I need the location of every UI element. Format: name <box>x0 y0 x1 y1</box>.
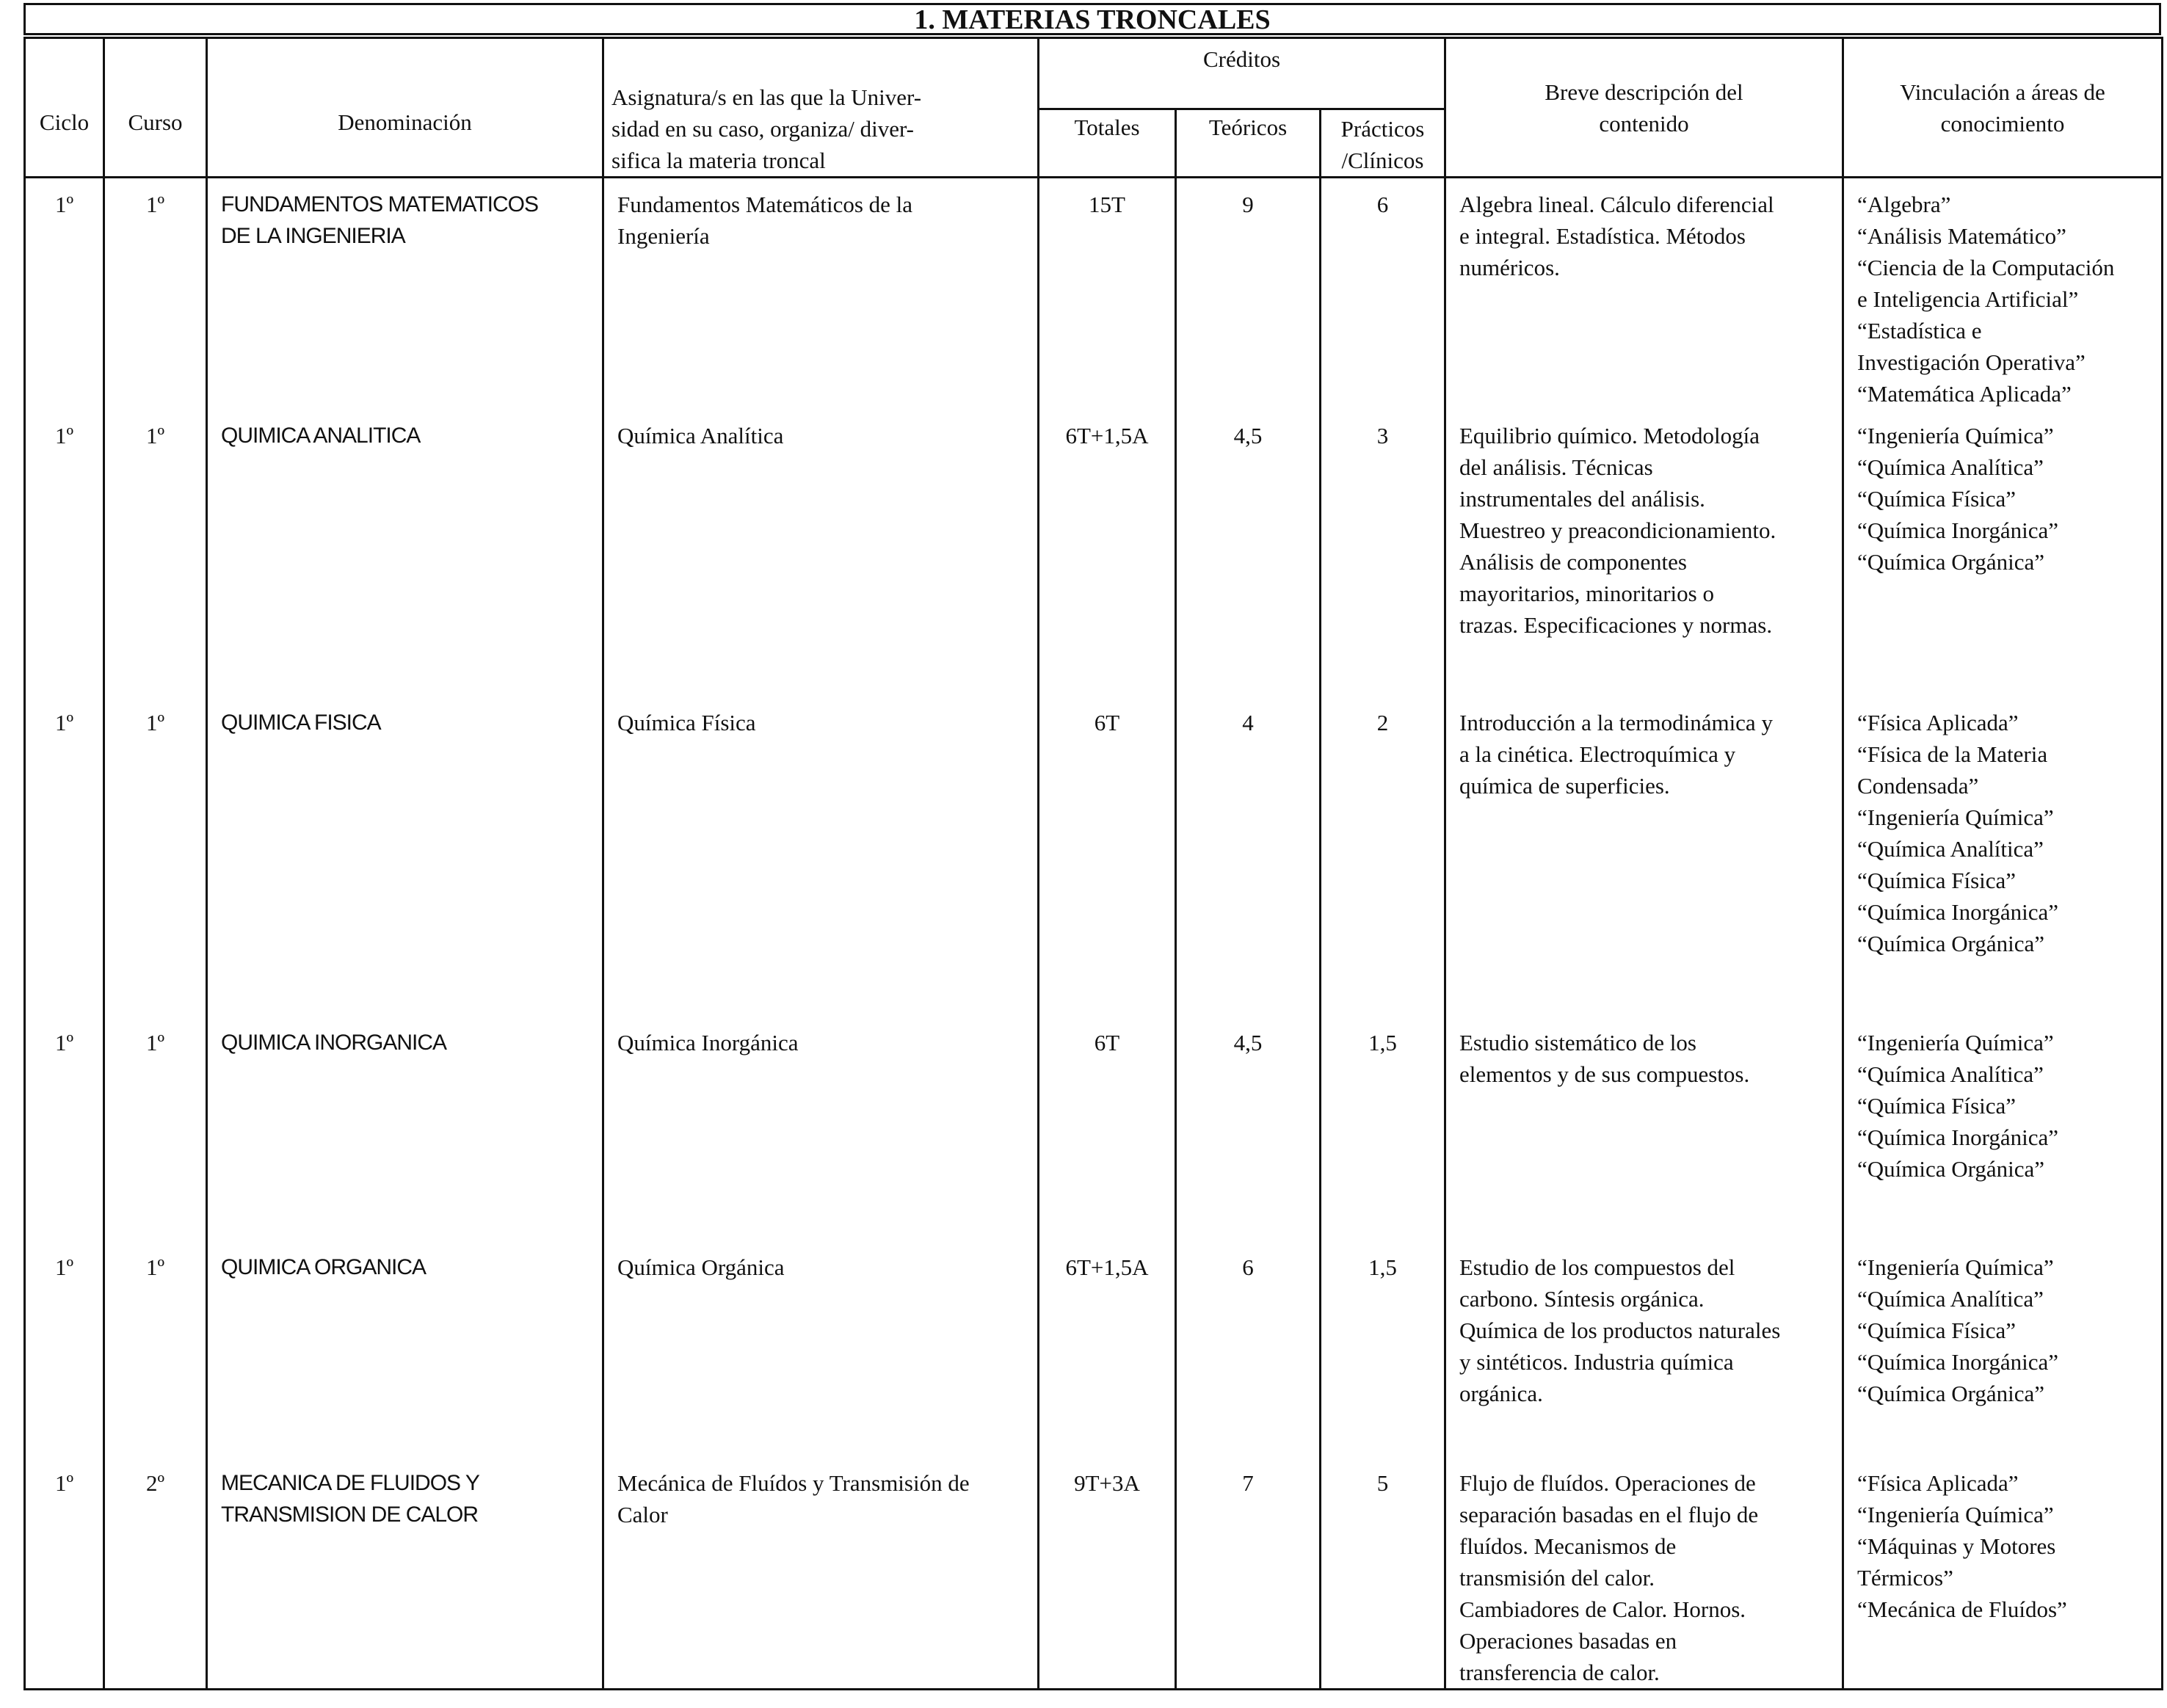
cell-descripcion-line: mayoritarios, minoritarios o <box>1459 581 1714 606</box>
cell-denominacion-line: QUIMICA ANALITICA <box>221 424 421 448</box>
cell-vinculacion-line: “Ingeniería Química” <box>1857 804 2054 830</box>
cell-totales: 9T+3A <box>1039 1457 1176 1690</box>
cell-descripcion-line: instrumentales del análisis. <box>1459 486 1705 512</box>
cell-descripcion-line: carbono. Síntesis orgánica. <box>1459 1286 1705 1312</box>
header-totales: Totales <box>1039 109 1176 178</box>
cell-asignatura-line: Química Física <box>617 710 756 735</box>
cell-vinculacion-line: “Química Física” <box>1857 486 2017 512</box>
cell-descripcion-line: química de superficies. <box>1459 773 1670 799</box>
cell-curso: 1º <box>104 410 207 697</box>
header-practicos-line: Prácticos <box>1340 116 1425 142</box>
cell-descripcion-line: y sintéticos. Industria química <box>1459 1349 1734 1375</box>
materias-table <box>23 37 2163 1690</box>
cell-vinculacion-line: “Física Aplicada” <box>1857 710 2019 735</box>
cell-totales: 6T+1,5A <box>1039 1241 1176 1457</box>
cell-vinculacion-line: “Máquinas y Motores <box>1857 1533 2056 1559</box>
cell-curso: 1º <box>104 1017 207 1241</box>
table-row <box>25 1017 2163 1241</box>
cell-denominacion <box>207 697 603 1017</box>
table-row <box>25 1457 2163 1690</box>
cell-vinculacion-line: Térmicos” <box>1857 1565 1953 1591</box>
cell-vinculacion-line: “Física Aplicada” <box>1857 1470 2019 1496</box>
cell-denominacion <box>207 1241 603 1457</box>
cell-vinculacion-line: “Ingeniería Química” <box>1857 1030 2054 1055</box>
cell-ciclo: 1º <box>25 1241 104 1457</box>
cell-denominacion-line: FUNDAMENTOS MATEMATICOS <box>221 192 539 217</box>
cell-curso: 2º <box>104 1457 207 1690</box>
cell-teoricos: 4 <box>1176 697 1321 1017</box>
cell-practicos: 5 <box>1321 1457 1445 1690</box>
cell-totales: 15T <box>1039 178 1176 410</box>
cell-descripcion <box>1445 1241 1843 1457</box>
header-descripcion <box>1445 38 1843 178</box>
cell-descripcion-line: Análisis de componentes <box>1459 549 1687 575</box>
cell-vinculacion-line: “Química Analítica” <box>1857 454 2044 480</box>
cell-practicos: 3 <box>1321 410 1445 697</box>
cell-vinculacion <box>1843 178 2163 410</box>
header-vinculacion-line: conocimiento <box>1940 110 2065 137</box>
cell-descripcion <box>1445 697 1843 1017</box>
table-row <box>25 697 2163 1017</box>
header-vinculacion <box>1843 38 2163 178</box>
cell-descripcion-line: numéricos. <box>1459 255 1560 280</box>
cell-vinculacion-line: “Química Orgánica” <box>1857 931 2045 956</box>
cell-vinculacion-line: “Ingeniería Química” <box>1857 1502 2054 1527</box>
cell-curso: 1º <box>104 697 207 1017</box>
cell-curso: 1º <box>104 178 207 410</box>
cell-vinculacion-line: “Ingeniería Química” <box>1857 423 2054 448</box>
cell-ciclo: 1º <box>25 1017 104 1241</box>
cell-asignatura <box>603 178 1039 410</box>
cell-teoricos: 4,5 <box>1176 1017 1321 1241</box>
cell-descripcion-line: transmisión del calor. <box>1459 1565 1655 1591</box>
table-row <box>25 1241 2163 1457</box>
cell-descripcion-line: Introducción a la termodinámica y <box>1459 710 1773 735</box>
cell-descripcion-line: separación basadas en el flujo de <box>1459 1502 1759 1527</box>
cell-denominacion-line: TRANSMISION DE CALOR <box>221 1502 479 1527</box>
cell-asignatura <box>603 697 1039 1017</box>
cell-teoricos: 9 <box>1176 178 1321 410</box>
cell-vinculacion-line: Investigación Operativa” <box>1857 349 2086 375</box>
cell-vinculacion-line: e Inteligencia Artificial” <box>1857 286 2079 312</box>
cell-denominacion-line: QUIMICA FISICA <box>221 711 381 735</box>
cell-vinculacion-line: “Estadística e <box>1857 318 1982 344</box>
table-header <box>25 38 2163 178</box>
cell-vinculacion-line: “Química Orgánica” <box>1857 1381 2045 1406</box>
header-asignatura-line: Asignatura/s en las que la Univer- <box>611 84 922 110</box>
cell-descripcion-line: trazas. Especificaciones y normas. <box>1459 612 1773 638</box>
cell-vinculacion-line: “Química Inorgánica” <box>1857 517 2058 543</box>
header-creditos: Créditos <box>1039 38 1445 109</box>
cell-teoricos: 6 <box>1176 1241 1321 1457</box>
cell-vinculacion-line: “Química Inorgánica” <box>1857 1349 2058 1375</box>
cell-teoricos: 7 <box>1176 1457 1321 1690</box>
cell-denominacion-line: QUIMICA ORGANICA <box>221 1255 426 1279</box>
cell-asignatura-line: Química Analítica <box>617 423 784 448</box>
cell-vinculacion-line: “Química Inorgánica” <box>1857 899 2058 925</box>
header-practicos <box>1321 109 1445 178</box>
cell-vinculacion-line: “Química Física” <box>1857 1093 2017 1119</box>
cell-descripcion <box>1445 1457 1843 1690</box>
cell-vinculacion-line: “Química Analítica” <box>1857 1286 2044 1312</box>
cell-descripcion-line: del análisis. Técnicas <box>1459 454 1653 480</box>
cell-descripcion <box>1445 410 1843 697</box>
cell-descripcion-line: Cambiadores de Calor. Hornos. <box>1459 1596 1746 1622</box>
cell-asignatura <box>603 1017 1039 1241</box>
cell-ciclo: 1º <box>25 410 104 697</box>
cell-denominacion-line: DE LA INGENIERIA <box>221 224 405 248</box>
cell-asignatura-line: Química Orgánica <box>617 1254 785 1280</box>
cell-descripcion-line: Estudio de los compuestos del <box>1459 1254 1735 1280</box>
header-asignatura-line: sifica la materia troncal <box>611 148 826 173</box>
cell-denominacion <box>207 410 603 697</box>
cell-vinculacion-line: “Análisis Matemático” <box>1857 223 2066 249</box>
cell-practicos: 1,5 <box>1321 1017 1445 1241</box>
cell-vinculacion-line: “Química Física” <box>1857 1318 2017 1343</box>
cell-descripcion-line: Muestreo y preacondicionamiento. <box>1459 517 1776 543</box>
cell-asignatura <box>603 1241 1039 1457</box>
cell-descripcion-line: elementos y de sus compuestos. <box>1459 1061 1750 1087</box>
cell-vinculacion <box>1843 697 2163 1017</box>
cell-descripcion-line: Operaciones basadas en <box>1459 1628 1677 1654</box>
header-descripcion-line: Breve descripción del <box>1545 79 1743 105</box>
cell-vinculacion <box>1843 1241 2163 1457</box>
table-body <box>25 178 2163 1690</box>
cell-asignatura-line: Calor <box>617 1502 668 1527</box>
header-asignatura <box>603 38 1039 178</box>
cell-descripcion-line: Estudio sistemático de los <box>1459 1030 1696 1055</box>
cell-asignatura-line: Fundamentos Matemáticos de la <box>617 192 913 217</box>
cell-descripcion-line: e integral. Estadística. Métodos <box>1459 223 1746 249</box>
cell-vinculacion-line: “Química Física” <box>1857 868 2017 893</box>
cell-descripcion-line: Algebra lineal. Cálculo diferencial <box>1459 192 1774 217</box>
cell-descripcion <box>1445 178 1843 410</box>
cell-descripcion-line: Química de los productos naturales <box>1459 1318 1781 1343</box>
cell-vinculacion-line: “Ingeniería Química” <box>1857 1254 2054 1280</box>
cell-vinculacion-line: “Ciencia de la Computación <box>1857 255 2115 280</box>
cell-vinculacion <box>1843 1017 2163 1241</box>
cell-ciclo: 1º <box>25 1457 104 1690</box>
cell-descripcion-line: fluídos. Mecanismos de <box>1459 1533 1677 1559</box>
cell-descripcion-line: a la cinética. Electroquímica y <box>1459 741 1736 767</box>
cell-vinculacion-line: “Física de la Materia <box>1857 741 2048 767</box>
cell-asignatura <box>603 1457 1039 1690</box>
header-curso: Curso <box>104 38 207 178</box>
header-practicos-line: /Clínicos <box>1341 148 1424 173</box>
header-denominacion: Denominación <box>207 38 603 178</box>
cell-denominacion-line: QUIMICA INORGANICA <box>221 1031 447 1055</box>
cell-denominacion-line: MECANICA DE FLUIDOS Y <box>221 1471 479 1495</box>
cell-ciclo: 1º <box>25 697 104 1017</box>
header-ciclo: Ciclo <box>25 38 104 178</box>
cell-totales: 6T <box>1039 697 1176 1017</box>
cell-vinculacion-line: Condensada” <box>1857 773 1979 799</box>
table-row <box>25 410 2163 697</box>
cell-asignatura-line: Química Inorgánica <box>617 1030 799 1055</box>
cell-vinculacion-line: “Algebra” <box>1857 192 1951 217</box>
cell-asignatura <box>603 410 1039 697</box>
cell-vinculacion-line: “Química Analítica” <box>1857 836 2044 862</box>
cell-vinculacion-line: “Química Analítica” <box>1857 1061 2044 1087</box>
cell-practicos: 1,5 <box>1321 1241 1445 1457</box>
cell-totales: 6T+1,5A <box>1039 410 1176 697</box>
cell-vinculacion-line: “Química Orgánica” <box>1857 1156 2045 1182</box>
cell-totales: 6T <box>1039 1017 1176 1241</box>
cell-ciclo: 1º <box>25 178 104 410</box>
cell-asignatura-line: Mecánica de Fluídos y Transmisión de <box>617 1470 970 1496</box>
cell-practicos: 6 <box>1321 178 1445 410</box>
cell-practicos: 2 <box>1321 697 1445 1017</box>
cell-vinculacion-line: “Mecánica de Fluídos” <box>1857 1596 2067 1622</box>
header-vinculacion-line: Vinculación a áreas de <box>1900 79 2105 105</box>
cell-vinculacion-line: “Matemática Aplicada” <box>1857 381 2072 407</box>
cell-vinculacion <box>1843 410 2163 697</box>
header-asignatura-line: sidad en su caso, organiza/ diver- <box>611 116 915 142</box>
table-title: 1. MATERIAS TRONCALES <box>23 3 2161 35</box>
cell-descripcion-line: Flujo de fluídos. Operaciones de <box>1459 1470 1756 1496</box>
cell-curso: 1º <box>104 1241 207 1457</box>
cell-denominacion <box>207 178 603 410</box>
table-row <box>25 178 2163 410</box>
cell-descripcion-line: transferencia de calor. <box>1459 1660 1660 1685</box>
cell-descripcion-line: orgánica. <box>1459 1381 1543 1406</box>
cell-teoricos: 4,5 <box>1176 410 1321 697</box>
cell-asignatura-line: Ingeniería <box>617 223 710 249</box>
header-descripcion-line: contenido <box>1599 110 1689 137</box>
cell-denominacion <box>207 1457 603 1690</box>
cell-vinculacion <box>1843 1457 2163 1690</box>
cell-denominacion <box>207 1017 603 1241</box>
cell-descripcion-line: Equilibrio químico. Metodología <box>1459 423 1760 448</box>
cell-vinculacion-line: “Química Inorgánica” <box>1857 1124 2058 1150</box>
cell-descripcion <box>1445 1017 1843 1241</box>
cell-vinculacion-line: “Química Orgánica” <box>1857 549 2045 575</box>
header-teoricos: Teóricos <box>1176 109 1321 178</box>
